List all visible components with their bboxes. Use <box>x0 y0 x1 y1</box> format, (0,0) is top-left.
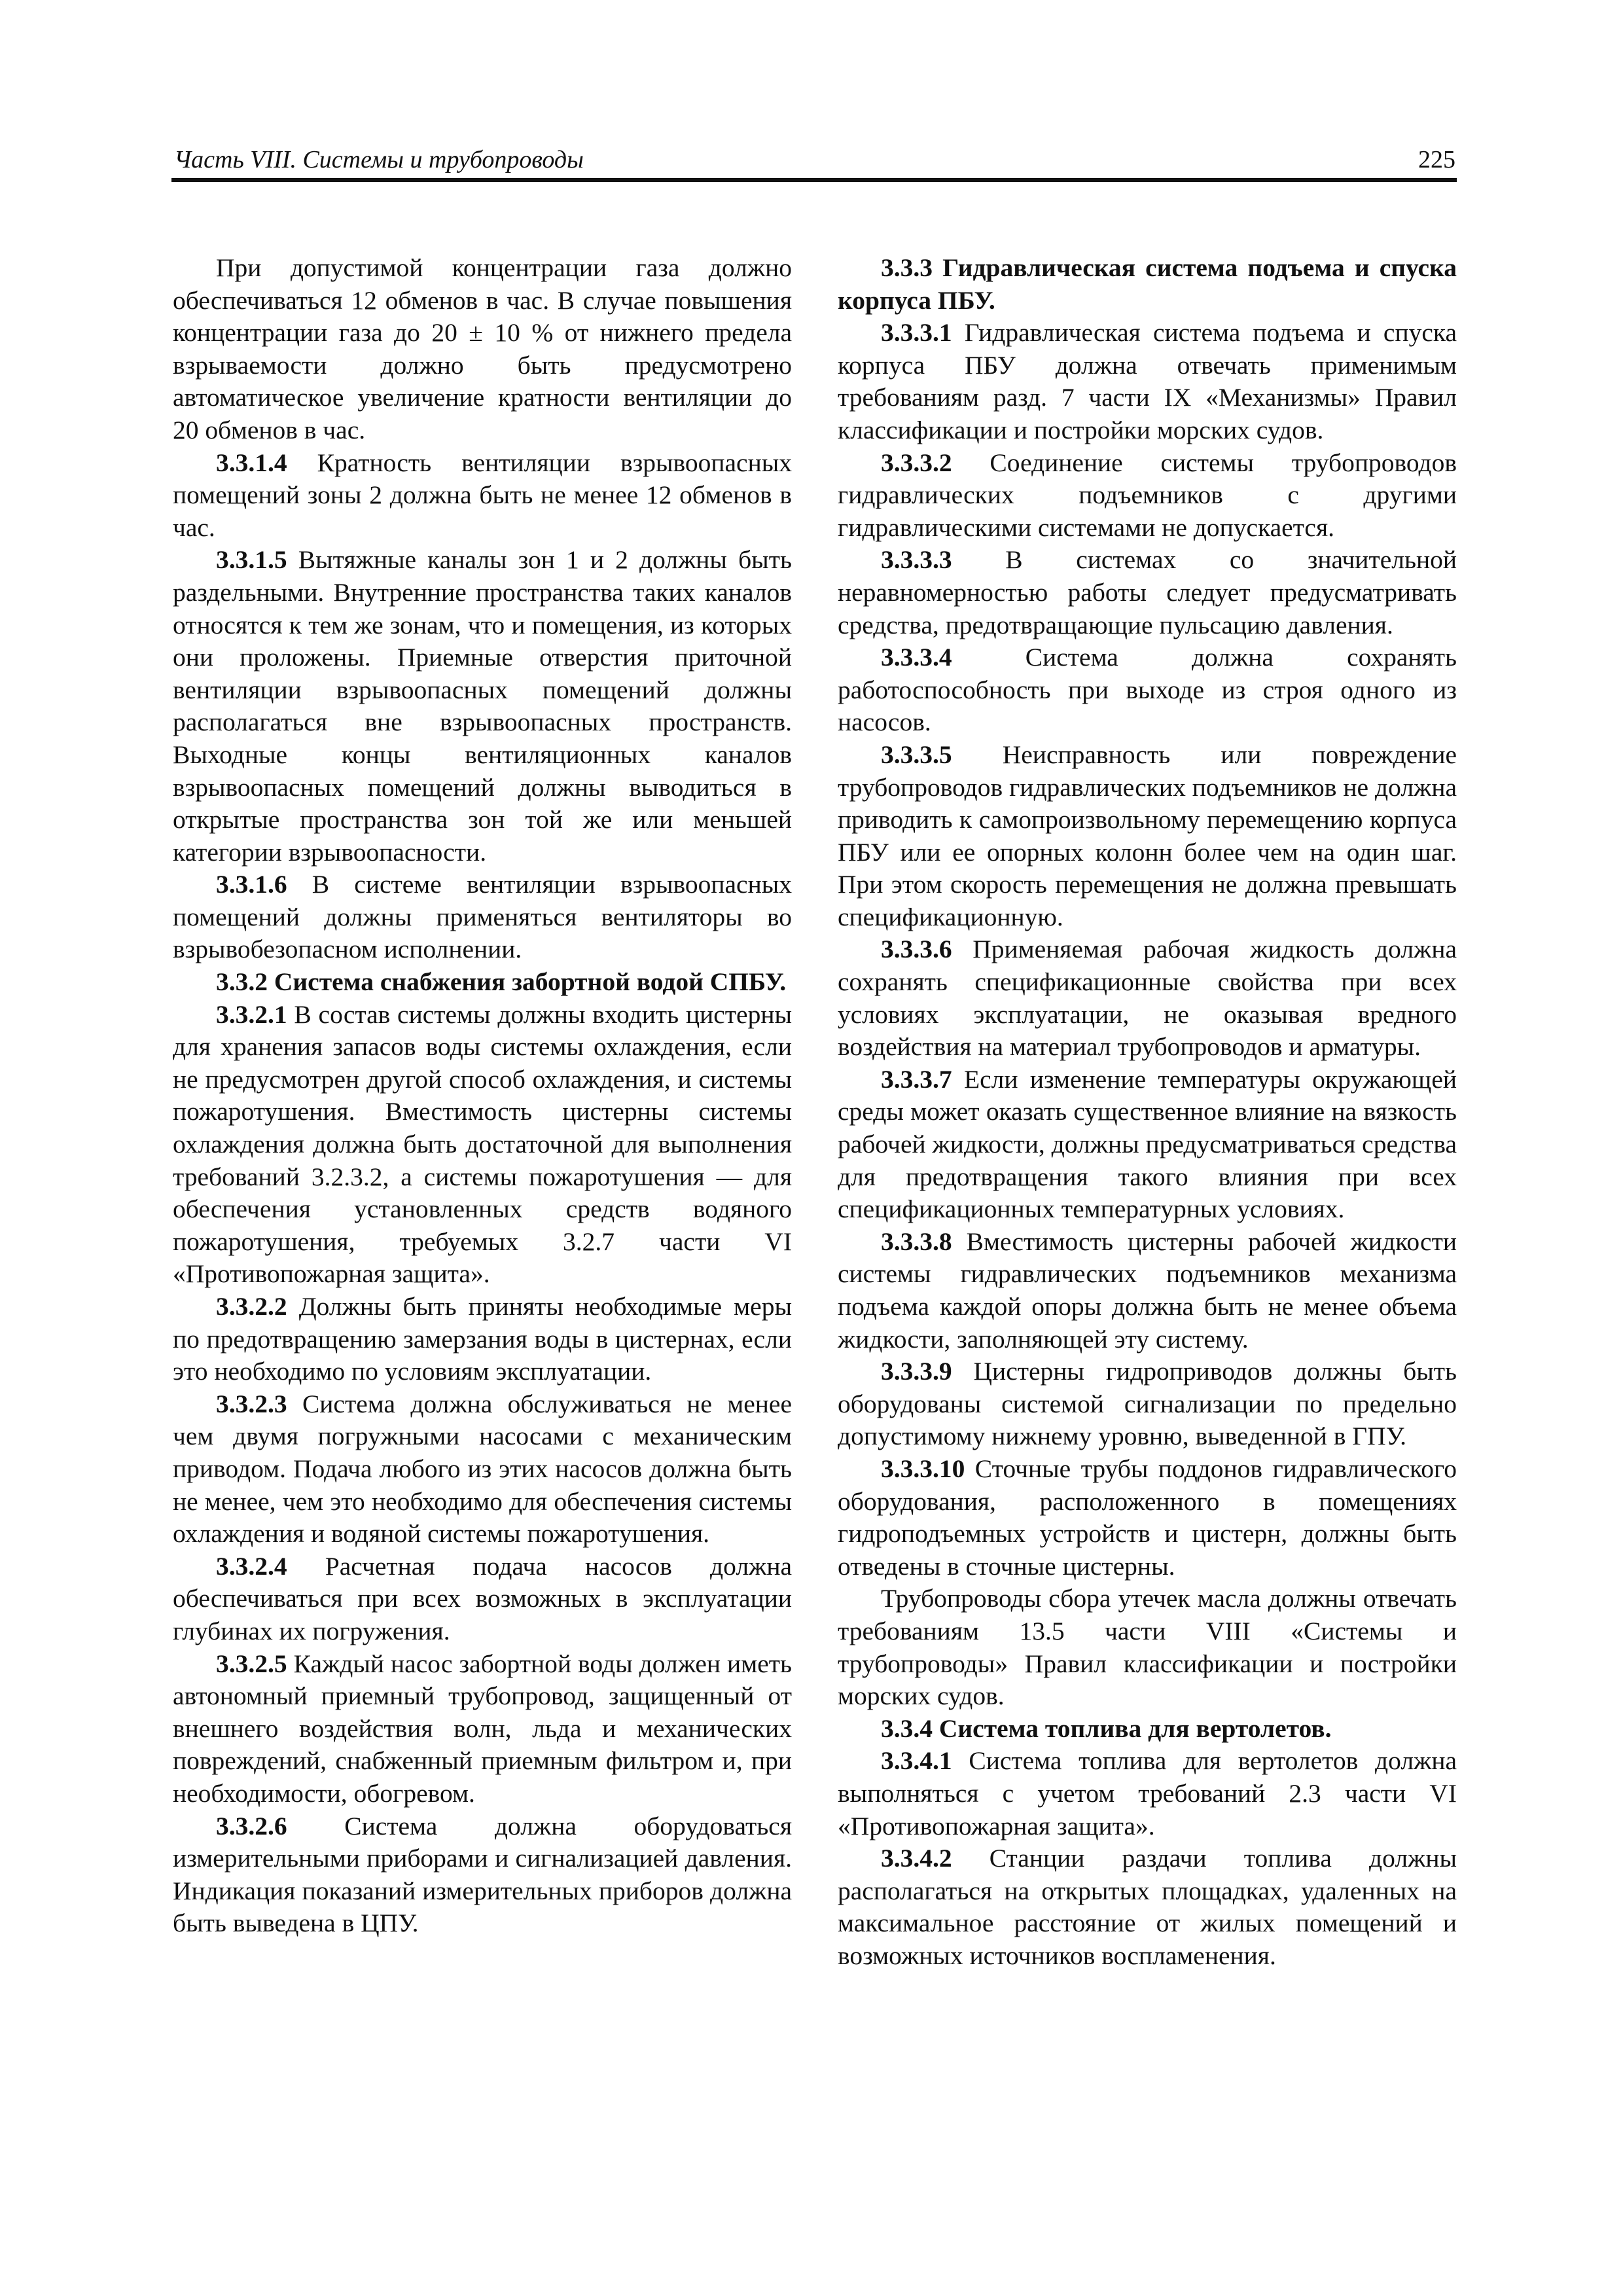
clause-number: 3.3.3.1 <box>881 318 952 348</box>
paragraph <box>838 1453 1457 1583</box>
clause-number: 3.3.3.9 <box>881 1357 952 1386</box>
paragraph <box>173 1810 792 1940</box>
paragraph <box>838 1745 1457 1842</box>
paragraph <box>173 1388 792 1551</box>
clause-number: 3.3.3.8 <box>881 1227 952 1256</box>
paragraph <box>838 1226 1457 1355</box>
clause-number: 3.3.2.2 <box>216 1292 287 1321</box>
section-heading <box>173 966 792 999</box>
paragraph-text: В системах со значительной неравномерностью работы следует предусматривать средства, предотвращающие пульсацию давления. <box>838 545 1457 639</box>
paragraph-text: Система должна оборудоваться измерительными приборами и сигнализацией давления. Индикация показаний измерительных приборов должна быть выведена в ЦПУ. <box>173 1811 793 1938</box>
paragraph <box>838 739 1457 934</box>
clause-number: 3.3.3.5 <box>881 740 952 769</box>
clause-number: 3.3.4.1 <box>881 1746 952 1776</box>
paragraph <box>838 1064 1457 1226</box>
paragraph-text: Трубопроводы сбора утечек масла должны отвечать требованиям 13.5 части VIII «Системы и трубопроводы» Правил классификации и постройки морских судов. <box>838 1584 1457 1711</box>
paragraph-text: При допустимой концентрации газа должно обеспечиваться 12 обменов в час. В случае повышения концентрации газа до 20 ± 10 % от нижнего предела взрываемости должно быть предусмотрено автоматическое увеличение кратности вентиляции до 20 обменов в час. <box>173 253 792 444</box>
paragraph-text: Система должна сохранять работоспособность при выходе из строя одного из насосов. <box>838 643 1457 737</box>
paragraph-text: Неисправность или повреждение трубопроводов гидравлических подъемников не должна приводить к самопроизвольному перемещению корпуса ПБУ или ее опорных колонн более чем на один шаг. При этом скорость перемещения не должна превышать спецификационную. <box>838 740 1457 931</box>
paragraph <box>173 869 792 966</box>
clause-number: 3.3.3.6 <box>881 935 952 964</box>
paragraph-text: Расчетная подача насосов должна обеспечиваться при всех возможных в эксплуатации глубинах их погружения. <box>173 1551 792 1645</box>
paragraph-text: Цистерны гидроприводов должны быть оборудованы системой сигнализации по предельно допустимому нижнему уровню, выведенной в ГПУ. <box>838 1357 1457 1451</box>
paragraph-text: В системе вентиляции взрывоопасных помещений должны применяться вентиляторы во взрывобезопасном исполнении. <box>173 870 793 964</box>
clause-number: 3.3.2.6 <box>216 1811 287 1840</box>
paragraph <box>173 1551 792 1648</box>
clause-number: 3.3.4.2 <box>881 1844 952 1873</box>
clause-number: 3.3.4 <box>881 1713 933 1743</box>
paragraph <box>173 544 792 869</box>
paragraph-text: Вместимость цистерны рабочей жидкости системы гидравлических подъемников механизма подъема каждой опоры должна быть не менее объема жидкости, заполняющей эту систему. <box>838 1227 1457 1354</box>
paragraph-text: В состав системы должны входить цистерны для хранения запасов воды системы охлаждения, если не предусмотрен другой способ охлаждения, и системы пожаротушения. Вместимость цистерны системы охлаждения должна быть достаточной для выполнения требований 3.2.3.2, а системы пожаротушения — для обеспечения установленных средств водяного пожаротушения, требуемых 3.2.7 части VI «Противопожарная защита». <box>173 999 793 1289</box>
paragraph-text: Система топлива для вертолетов должна выполняться с учетом требований 2.3 части VI «Противопожарная защита». <box>838 1746 1457 1840</box>
page-header <box>171 139 1457 182</box>
clause-number: 3.3.3.3 <box>881 545 952 575</box>
paragraph-text: Сточные трубы поддонов гидравлического оборудования, расположенного в помещениях гидроподъемных устройств и цистерн, должны быть отведены в сточные цистерны. <box>838 1454 1457 1581</box>
clause-number: 3.3.2.1 <box>216 999 287 1029</box>
paragraph <box>838 933 1457 1063</box>
paragraph <box>173 999 792 1291</box>
paragraph-text: Вытяжные каналы зон 1 и 2 должны быть раздельными. Внутренние пространства таких каналов относятся к тем же зонам, что и помещения, из которых они проложены. Приемные отверстия приточной вентиляции взрывоопасных помещений должны располагаться вне взрывоопасных пространств. Выходные концы вентиляционных каналов взрывоопасных помещений должны выводиться в открытые пространства зон той же или меньшей категории взрывоопасности. <box>173 545 792 867</box>
paragraph <box>838 1355 1457 1453</box>
header-title: Часть VIII. Системы и трубопроводы <box>174 146 584 173</box>
heading-text: Система топлива для вертолетов. <box>938 1713 1332 1743</box>
paragraph-text: Применяемая рабочая жидкость должна сохранять спецификационные свойства при всех условиях эксплуатации, не оказывая вредного воздействия на материал трубопроводов и арматуры. <box>838 935 1457 1062</box>
paragraph-text: Если изменение температуры окружающей среды может оказать существенное влияние на вязкость рабочей жидкости, должны предусматриваться средства для предотвращения такого влияния при всех спецификационных температурных условиях. <box>838 1064 1457 1224</box>
heading-text: Гидравлическая система подъема и спуска корпуса ПБУ. <box>838 253 1457 315</box>
clause-number: 3.3.3.4 <box>881 643 952 672</box>
clause-number: 3.3.2.4 <box>216 1551 287 1581</box>
left-column <box>173 252 792 1940</box>
paragraph-text: Система должна обслуживаться не менее чем двумя погружными насосами с механическим приводом. Подача любого из этих насосов должна быть не менее, чем это необходимо для обеспечения системы охлаждения и водяной системы пожаротушения. <box>173 1389 792 1549</box>
paragraph-text: Станции раздачи топлива должны располагаться на открытых площадках, удаленных на максимальное расстояние от жилых помещений и возможных источников воспламенения. <box>838 1844 1457 1970</box>
paragraph <box>838 544 1457 641</box>
paragraph <box>173 1648 792 1810</box>
paragraph <box>838 317 1457 446</box>
paragraph <box>838 1842 1457 1972</box>
heading-text: Система снабжения забортной водой СПБУ. <box>274 967 787 997</box>
paragraph-text: Должны быть приняты необходимые меры по предотвращению замерзания воды в цистернах, если это необходимо по условиям эксплуатации. <box>173 1292 792 1386</box>
clause-number: 3.3.3 <box>881 253 933 282</box>
page-number: 225 <box>1418 146 1455 173</box>
section-heading <box>838 1713 1457 1746</box>
paragraph <box>173 1291 792 1388</box>
clause-number: 3.3.1.6 <box>216 870 287 899</box>
paragraph <box>173 252 792 447</box>
paragraph-text: Кратность вентиляции взрывоопасных помещений зоны 2 должна быть не менее 12 обменов в час. <box>173 448 793 542</box>
paragraph-text: Соединение системы трубопроводов гидравлических подъемников с другими гидравлическими системами не допускается. <box>838 448 1457 542</box>
paragraph-text: Гидравлическая система подъема и спуска корпуса ПБУ должна отвечать применимым требованиям разд. 7 части IX «Механизмы» Правил классификации и постройки морских судов. <box>838 318 1457 444</box>
clause-number: 3.3.3.2 <box>881 448 952 477</box>
clause-number: 3.3.2.5 <box>216 1649 287 1678</box>
clause-number: 3.3.1.5 <box>216 545 287 575</box>
right-column <box>838 252 1457 1972</box>
clause-number: 3.3.3.7 <box>881 1064 952 1094</box>
paragraph <box>838 447 1457 545</box>
clause-number: 3.3.3.10 <box>881 1454 965 1483</box>
clause-number: 3.3.2 <box>216 967 268 997</box>
clause-number: 3.3.1.4 <box>216 448 287 477</box>
clause-number: 3.3.2.3 <box>216 1389 287 1418</box>
paragraph <box>173 447 792 545</box>
paragraph <box>838 641 1457 739</box>
paragraph <box>838 1583 1457 1712</box>
paragraph-text: Каждый насос забортной воды должен иметь автономный приемный трубопровод, защищенный от внешнего воздействия волн, льда и механических повреждений, снабженный приемным фильтром и, при необходимости, обогревом. <box>173 1649 793 1808</box>
section-heading <box>838 252 1457 317</box>
